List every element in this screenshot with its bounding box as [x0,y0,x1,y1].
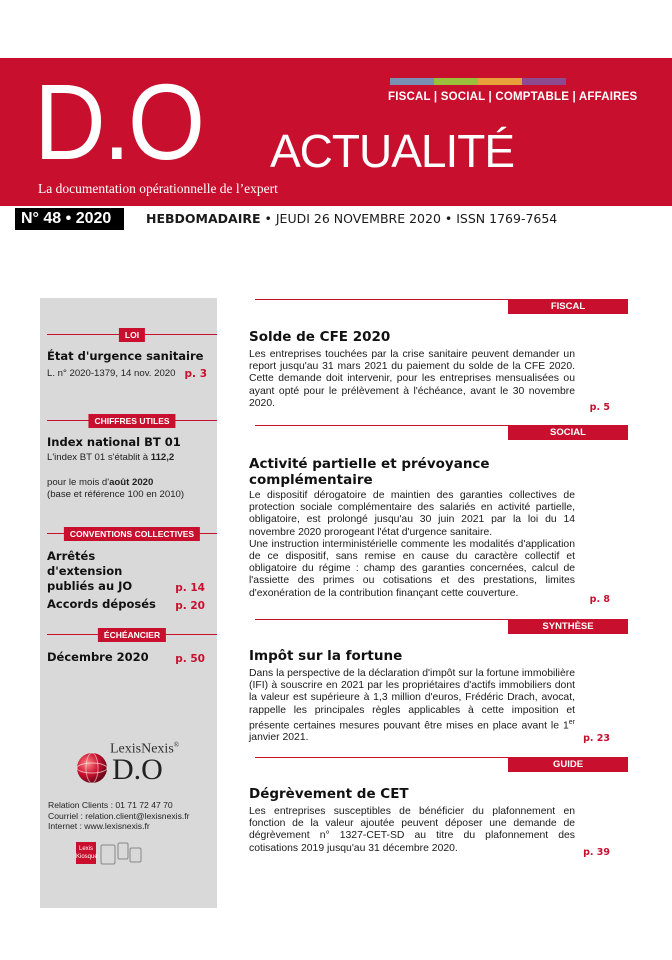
article-paragraph: Le dispositif dérogatoire de maintien des garanties collectives de protection sociale complémentaire des salariés en activité partielle, obligatoire, est prolongé jusqu'au 30 juin 2021 par la loi du 14 novembre 2020 prorogeant l'état d'urgence sanitaire. [249,490,575,538]
rubric-synthese: SYNTHÈSE [508,619,628,634]
brand-word: ACTUALITÉ [270,125,515,177]
lexisnexis-globe-icon [72,748,112,788]
stripe-comptable [478,78,522,85]
contact-web[interactable]: Internet : www.lexisnexis.fr [48,821,150,831]
article-page-ref[interactable]: p. 8 [589,594,610,605]
loi-page-ref[interactable]: p. 3 [184,368,207,380]
contact-block [48,800,190,832]
chiffres-line1: L'index BT 01 s'établit à 112,2 [47,452,175,463]
echeancier-title[interactable]: Décembre 2020 [47,650,149,664]
category-color-stripes [390,78,566,85]
article-title[interactable]: Dégrèvement de CET [249,786,409,802]
chiffres-line3: (base et référence 100 en 2010) [47,489,185,500]
article-body: Les entreprises susceptibles de bénéficier du plafonnement en fonction de la valeur ajoutée peuvent déposer une demande de dégrèvement n° 1327-CET-SD au titre du plafonnement des cotisations 2019 jusqu'au 31 décembre 2020. [249,806,575,854]
section-heading: LOI [47,328,217,342]
article-title[interactable]: Solde de CFE 2020 [249,329,391,345]
contact-phone: Relation Clients : 01 71 72 47 70 [48,800,173,810]
category-list: FISCAL | SOCIAL | COMPTABLE | AFFAIRES [388,91,638,103]
article-page-ref[interactable]: p. 39 [583,847,610,858]
stripe-affaires [522,78,566,85]
loi-title[interactable]: État d'urgence sanitaire [47,349,204,363]
publisher-product: D.O [112,753,163,786]
section-heading: CHIFFRES UTILES [47,414,217,428]
article-title[interactable]: Activité partielle et prévoyance complémentaire [249,456,490,488]
brand-logo: D.O [34,61,203,182]
issue-issn: ISSN 1769-7654 [456,211,558,226]
article-title[interactable]: Impôt sur la fortune [249,648,403,664]
rubric-fiscal: FISCAL [508,299,628,314]
issue-number: N° 48 • 2020 [15,208,124,230]
echeancier-row [47,650,205,665]
issue-info [146,211,557,226]
issue-separator: • [444,211,453,226]
rubric-guide: GUIDE [508,757,628,772]
conventions-row-1 [47,549,205,594]
issue-frequency: HEBDOMADAIRE [146,211,261,226]
article-paragraph: Une instruction interministérielle commente les modalités d'application de ce dispositif, sans remise en cause du caractère collectif et obligatoire du régime : champ des garanties concernées, calcul de l'assiette des primes ou cotisations et des prestations, limites d'exonération de la contribution finançant cette couverture. [249,538,575,599]
echeancier-page[interactable]: p. 50 [175,653,205,665]
article-body [249,490,575,600]
chiffres-line2: pour le mois d'août 2020 [47,477,154,488]
article-body: Dans la perspective de la déclaration d'impôt sur la fortune immobilière (IFI) à souscrire en 2021 par les propriétaires d'actifs immobiliers dont la valeur est supérieure à 1,3 million d'euros, Frédéric Drach, avocat, rappelle les principales règles applicables à cette imposition et présente certaines mesures pouvant être mises en place avant le 1er janvier 2021. [249,668,575,744]
chiffres-title[interactable]: Index national BT 01 [47,435,181,449]
lexis-kiosque-badge[interactable]: Lexis Kiosque [76,842,96,864]
devices-icon [100,842,142,866]
conventions-page-2[interactable]: p. 20 [175,600,205,612]
section-heading: CONVENTIONS COLLECTIVES [47,527,217,541]
conventions-item-1[interactable]: Arrêtés d'extension publiés au JO [47,549,133,593]
sidebar-section-chiffres [47,414,217,501]
sidebar-section-conventions [47,527,217,612]
sidebar-section-echeancier [47,628,217,665]
sidebar-section-loi [47,328,217,380]
brand-tagline: La documentation opérationnelle de l’expert [38,181,278,196]
loi-ref-row [47,368,217,380]
issue-date: JEUDI 26 NOVEMBRE 2020 [275,211,441,226]
article-page-ref[interactable]: p. 5 [589,402,610,413]
contact-email[interactable]: Courriel : relation.client@lexisnexis.fr [48,810,190,821]
conventions-item-2[interactable]: Accords déposés [47,597,156,611]
article-body: Les entreprises touchées par la crise sanitaire peuvent demander un report jusqu'au 31 mars 2021 du paiement du solde de la CFE 2020. Cette demande doit intervenir, pour les entreprises mensualisées ou ayant opté pour le prélèvement à l'échéance, avant le 30 novembre 2020. [249,349,575,409]
conventions-row-2 [47,597,205,612]
publisher-name: LexisNexis® [110,741,180,757]
stripe-fiscal [390,78,434,85]
loi-ref: L. n° 2020-1379, 14 nov. 2020 [47,368,176,379]
stripe-social [434,78,478,85]
issue-separator: • [264,211,272,226]
conventions-page-1[interactable]: p. 14 [175,582,205,594]
article-page-ref[interactable]: p. 23 [583,733,610,744]
section-heading: ÉCHÉANCIER [47,628,217,642]
rubric-social: SOCIAL [508,425,628,440]
